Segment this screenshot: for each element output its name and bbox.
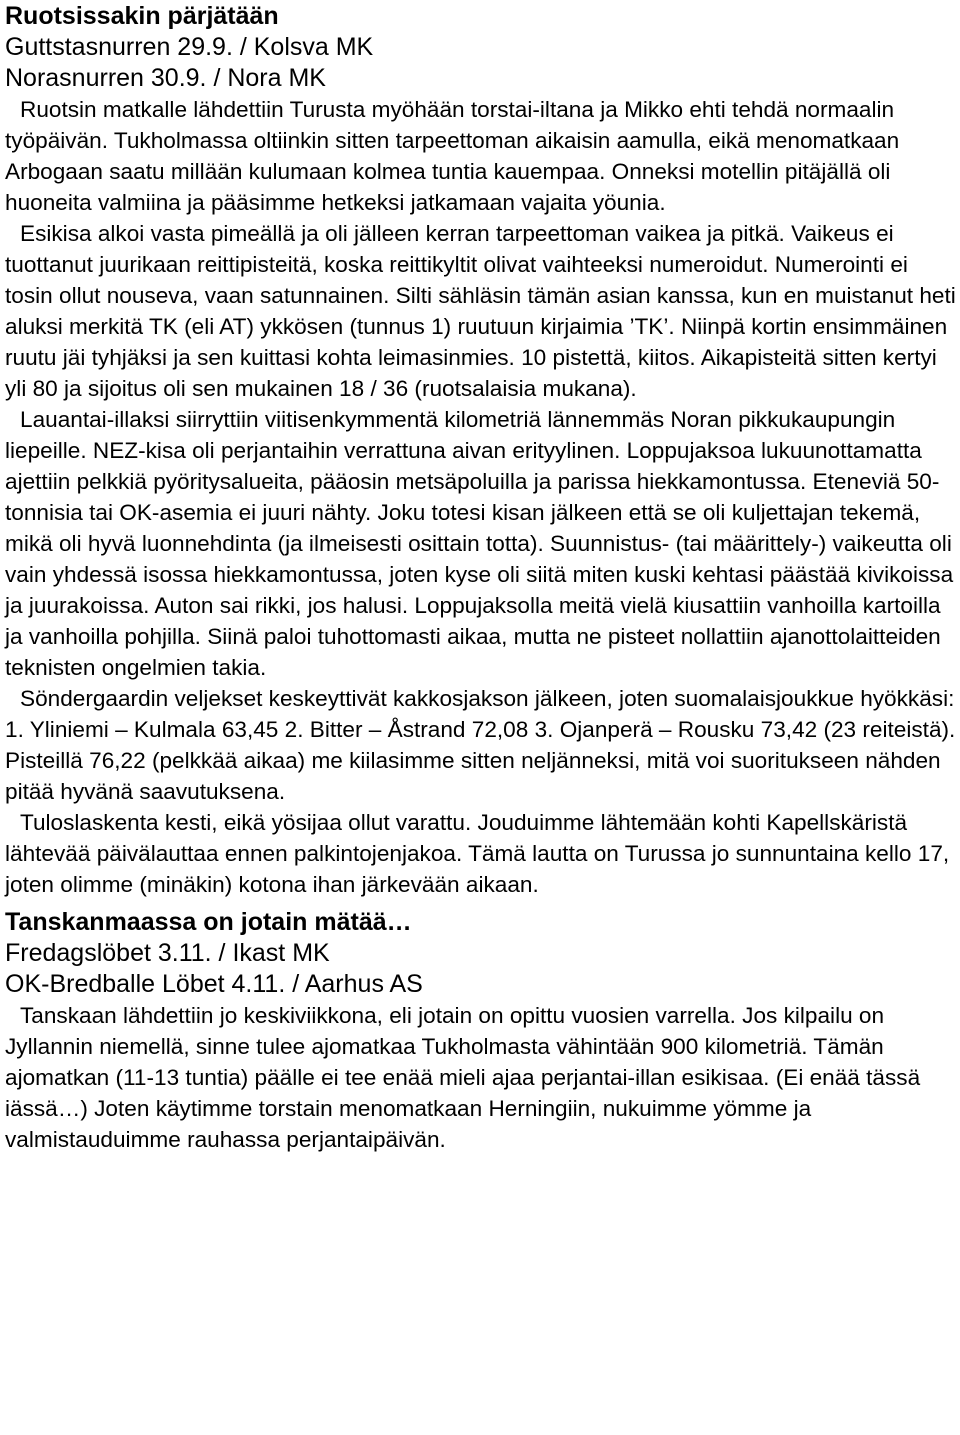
event-line: Fredagslöbet 3.11. / Ikast MK [5,939,330,967]
section-heading: Ruotsissakin pärjätään [5,2,279,30]
event-line: OK-Bredballe Löbet 4.11. / Aarhus AS [5,970,423,998]
paragraph [5,807,960,900]
article-section-denmark [5,906,960,1155]
paragraph-text: Söndergaardin veljekset keskeyttivät kakkosjakson jälkeen, joten suomalaisjoukkue hyökkäsi: 1. Yliniemi – Kulmala 63,45 2. Bitter – Åstrand 72,08 3. Ojanperä – Rousku 73,42 (23 reiteistä). Pisteillä 76,22 (pelkkää aikaa) me kiilasimme sitten neljänneksi, mitä voi suoritukseen nähden pitää hyvänä saavutuksena. [5,686,956,804]
event-line: Norasnurren 30.9. / Nora MK [5,64,326,92]
paragraph [5,404,960,683]
paragraph-text: Tuloslaskenta kesti, eikä yösijaa ollut varattu. Jouduimme lähtemään kohti Kapellskäristä lähtevää päivälauttaa ennen palkintojenjakoa. Tämä lautta on Turussa jo sunnuntaina kello 17, joten olimme (minäkin) kotona ihan järkevään aikaan. [5,810,950,897]
section-heading: Tanskanmaassa on jotain mätää… [5,908,412,936]
event-line: Guttstasnurren 29.9. / Kolsva MK [5,33,374,61]
paragraph [5,94,960,218]
paragraph [5,218,960,404]
article-section-sweden [5,0,960,900]
paragraph-text: Ruotsin matkalle lähdettiin Turusta myöhään torstai-iltana ja Mikko ehti tehdä normaalin työpäivän. Tukholmassa oltiinkin sitten tarpeettoman aikaisin aamulla, eikä menomatkaan Arbogaan saatu millään kulumaan kolmea tuntia kauempaa. Onneksi motellin pitäjällä oli huoneita valmiina ja pääsimme hetkeksi jatkamaan vajaita yöunia. [5,97,900,215]
paragraph-text: Tanskaan lähdettiin jo keskiviikkona, eli jotain on opittu vuosien varrella. Jos kilpailu on Jyllannin niemellä, sinne tulee ajomatkaa Tukholmasta vähintään 900 kilometriä. Tämän ajomatkan (11-13 tuntia) päälle ei tee enää mieli ajaa perjantai-illan esikisaa. (Ei enää tässä iässä…) Joten käytimme torstain menomatkaan Herningiin, nukuimme yömme ja valmistauduimme rauhassa perjantaipäivän. [5,1003,921,1152]
paragraph [5,1000,960,1155]
paragraph-text: Esikisa alkoi vasta pimeällä ja oli jälleen kerran tarpeettoman vaikea ja pitkä. Vaikeus ei tuottanut juurikaan reittipisteitä, koska reittikyltit olivat vaihteeksi numeroidut. Numerointi ei tosin ollut nouseva, vaan satunnainen. Silti sähläsin tämän asian kanssa, kun en muistanut heti aluksi merkitä TK (eli AT) ykkösen (tunnus 1) ruutuun kirjaimia ’TK’. Niinpä kortin ensimmäinen ruutu jäi tyhjäksi ja sen kuittasi kohta leimasinmies. 10 pistettä, kiitos. Aikapisteitä sitten kertyi yli 80 ja sijoitus oli sen mukainen 18 / 36 (ruotsalaisia mukana). [5,221,956,401]
paragraph [5,683,960,807]
paragraph-text: Lauantai-illaksi siirryttiin viitisenkymmentä kilometriä lännemmäs Noran pikkukaupungin liepeille. NEZ-kisa oli perjantaihin verrattuna aivan erityylinen. Loppujaksoa lukuunottamatta ajettiin pelkkiä pyöritysalueita, pääosin metsäpoluilla ja parissa hiekkamontussa. Eteneviä 50-tonnisia tai OK-asemia ei juuri nähty. Joku totesi kisan jälkeen että se oli kuljettajan tekemä, mikä oli hyvä luonnehdinta (ja ilmeisesti osittain totta). Suunnistus- (tai määrittely-) vaikeutta oli vain yhdessä isossa hiekkamontussa, joten kyse oli siitä miten kuski kehtasi päästää kivikoissa ja juurakoissa. Auton sai rikki, jos halusi. Loppujaksolla meitä vielä kiusattiin vanhoilla kartoilla ja vanhoilla pohjilla. Siinä paloi tuhottomasti aikaa, mutta ne pisteet nollattiin ajanottolaitteiden teknisten ongelmien takia. [5,407,954,680]
